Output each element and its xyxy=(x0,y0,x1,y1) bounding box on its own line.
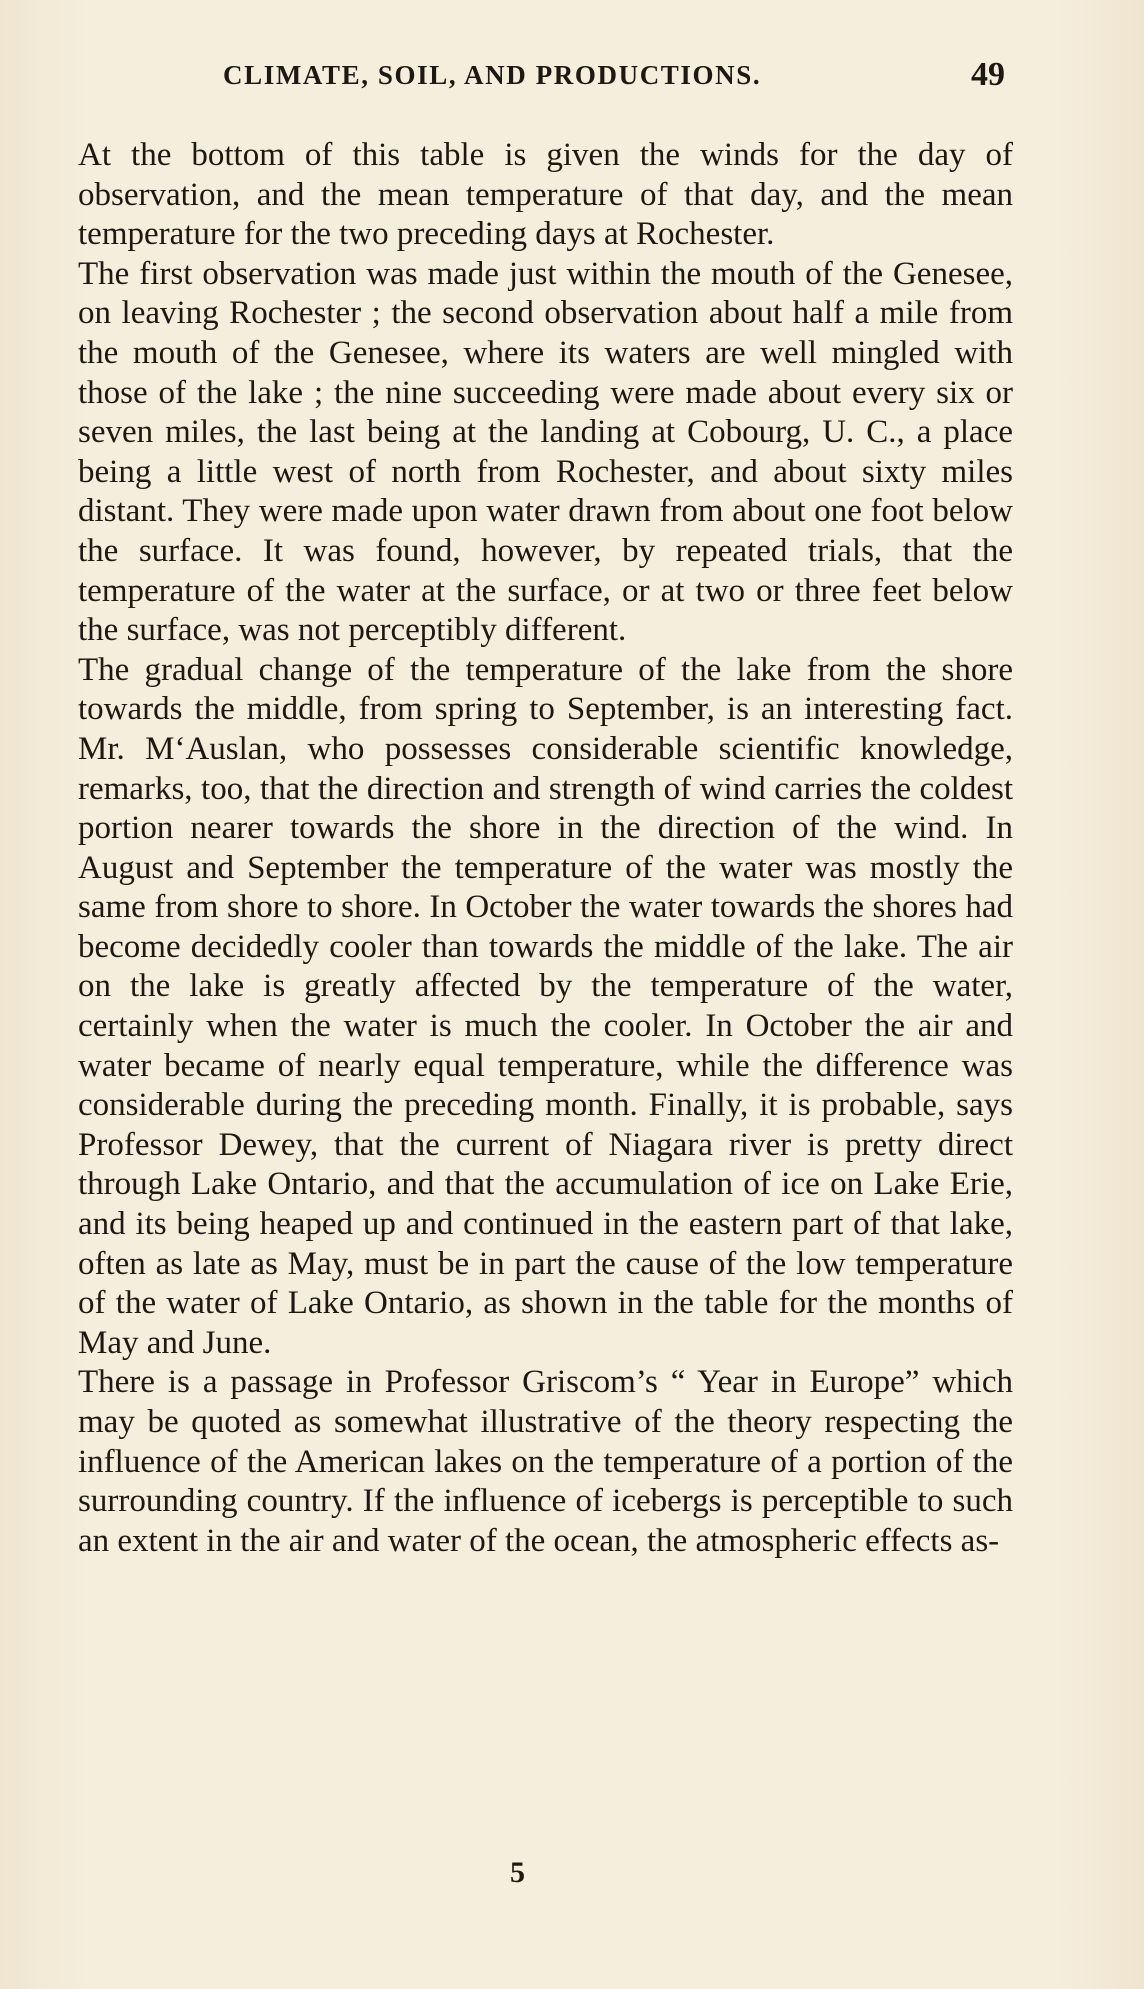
body-text xyxy=(78,136,1013,1561)
running-head: CLIMATE, SOIL, AND PRODUCTIONS. xyxy=(223,60,762,90)
paragraph-3: The gradual change of the temperature of the lake from the shore towards the middle, from spring to September, is an interesting fact. Mr. M‘Auslan, who possesses considerable scientific knowledge, remarks, too, that the direction and strength of wind carries the coldest portion nearer towards the shore in the direction of the wind. In August and September the temperature of the water was mostly the same from shore to shore. In October the water towards the shores had become decidedly cooler than towards the middle of the lake. The air on the lake is greatly affected by the temperature of the water, certainly when the water is much the cooler. In October the air and water became of nearly equal temperature, while the difference was considerable during the preceding month. Finally, it is probable, says Professor Dewey, that the current of Niagara river is pretty direct through Lake Ontario, and that the accumulation of ice on Lake Erie, and its being heaped up and continued in the eastern part of that lake, often as late as May, must be in part the cause of the low temperature of the water of Lake Ontario, as shown in the table for the months of May and June. xyxy=(78,651,1013,1361)
paragraph-1: At the bottom of this table is given the winds for the day of observation, and the mean temperature of that day, and the mean temperature for the two preceding days at Rochester. xyxy=(78,137,1013,253)
page-number: 49 xyxy=(971,56,1005,93)
paragraph-4: There is a passage in Professor Griscom’s “ Year in Europe” which may be quoted as somewhat illustrative of the theory respecting the influence of the American lakes on the temperature of a portion of the surrounding country. If the influence of icebergs is perceptible to such an extent in the air and water of the ocean, the atmospheric effects as- xyxy=(78,1364,1013,1559)
page-header xyxy=(78,56,1013,96)
paragraph-2: The first observation was made just within the mouth of the Genesee, on leaving Rochester ; the second observation about half a mile from the mouth of the Genesee, where its waters are well mingled with those of the lake ; the nine succeeding were made about every six or seven miles, the last being at the landing at Cobourg, U. C., a place being a little west of north from Rochester, and about sixty miles distant. They were made upon water drawn from about one foot below the surface. It was found, however, by repeated trials, that the temperature of the water at the surface, or at two or three feet below the surface, was not perceptibly different. xyxy=(78,255,1013,649)
signature-mark: 5 xyxy=(510,1856,525,1889)
